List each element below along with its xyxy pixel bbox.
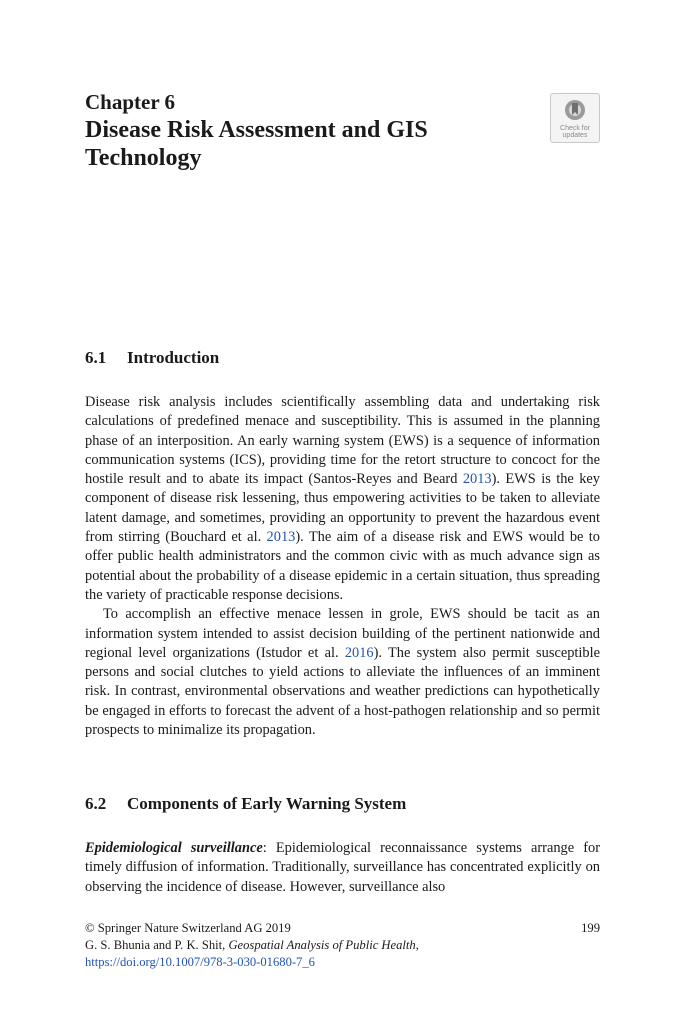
citation-link[interactable]: 2016	[344, 644, 374, 661]
book-title: Geospatial Analysis of Public Health	[228, 938, 416, 953]
section-title: Components of Early Warning System	[127, 794, 407, 813]
doi-line	[85, 954, 600, 971]
text-run: ). The aim of a disease risk and EWS would be to offer public health administrators and the common civic with as much advance sign as potential about the probability of a disease epidemic in a certain situation, thus spreading the variety of practicable response decisions.	[85, 529, 600, 603]
authors: G. S. Bhunia and P. K. Shit,	[85, 938, 229, 953]
term: Epidemiological surveillance	[85, 840, 263, 856]
check-for-updates-label	[551, 125, 599, 139]
citation-line	[85, 937, 600, 954]
text-run: : Epidemiological reconnaissance systems arrange for timely diffusion of information. Traditionally, surveillance has concentrated explicitly on observing the incidence of disease. However, surveillance also	[85, 840, 600, 895]
text-run: Disease risk analysis includes scientifically assembling data and undertaking risk calculations of predefined menace and susceptibility. This is assumed in the planning phase of an interposition. An early warning system (EWS) is a sequence of information communication systems (ICS), providing time for the retort structure to concoct for the hostile result and to abate its impact (Santos-Reyes and Beard	[85, 394, 600, 488]
punctuation: ,	[415, 938, 419, 953]
crossmark-icon	[564, 99, 586, 125]
doi-link[interactable]: https://doi.org/10.1007/978-3-030-01680-7_6	[85, 955, 315, 970]
paragraph	[85, 839, 600, 897]
section-heading-components	[85, 794, 406, 814]
section-heading-introduction	[85, 348, 219, 368]
components-body	[85, 839, 600, 897]
paragraph	[85, 393, 600, 605]
chapter-label: Chapter 6	[85, 90, 176, 114]
check-for-updates-badge[interactable]	[550, 93, 600, 143]
badge-line-2: updates	[562, 132, 588, 139]
chapter-title: Disease Risk Assessment and GIS Technology	[85, 117, 428, 171]
copyright-line: © Springer Nature Switzerland AG 2019	[85, 921, 291, 935]
introduction-body	[85, 393, 600, 740]
paragraph	[85, 605, 600, 740]
citation-link[interactable]: 2013	[266, 529, 296, 546]
page-footer	[85, 920, 600, 972]
section-number: 6.2	[85, 794, 107, 813]
text-run: To accomplish an effective menace lessen in grole, EWS should be tacit as an information system intended to assist decision building of the pertinent nationwide and regional level organizations (Istudor et al.	[85, 606, 600, 661]
text-run: ). EWS is the key component of disease risk lessening, thus empowering activities to be taken to alleviate latent damage, and sometimes, providing an opportunity to prevent the hazardous event from stirring (Bouchard et al.	[85, 471, 600, 546]
section-number: 6.1	[85, 348, 107, 367]
badge-line-1: Check for	[560, 125, 590, 132]
section-title: Introduction	[127, 348, 220, 367]
text-run: ). The system also permit susceptible persons and social clutches to yield actions to alleviate the influences of an imminent risk. In contrast, environmental observations and weather predictions can hypothetically be engaged in efforts to forecast the advent of a host-pathogen relationship and so permit prospects to minimalize its propagation.	[85, 644, 601, 739]
citation-link[interactable]: 2013	[462, 471, 492, 488]
page-number: 199	[581, 921, 600, 935]
